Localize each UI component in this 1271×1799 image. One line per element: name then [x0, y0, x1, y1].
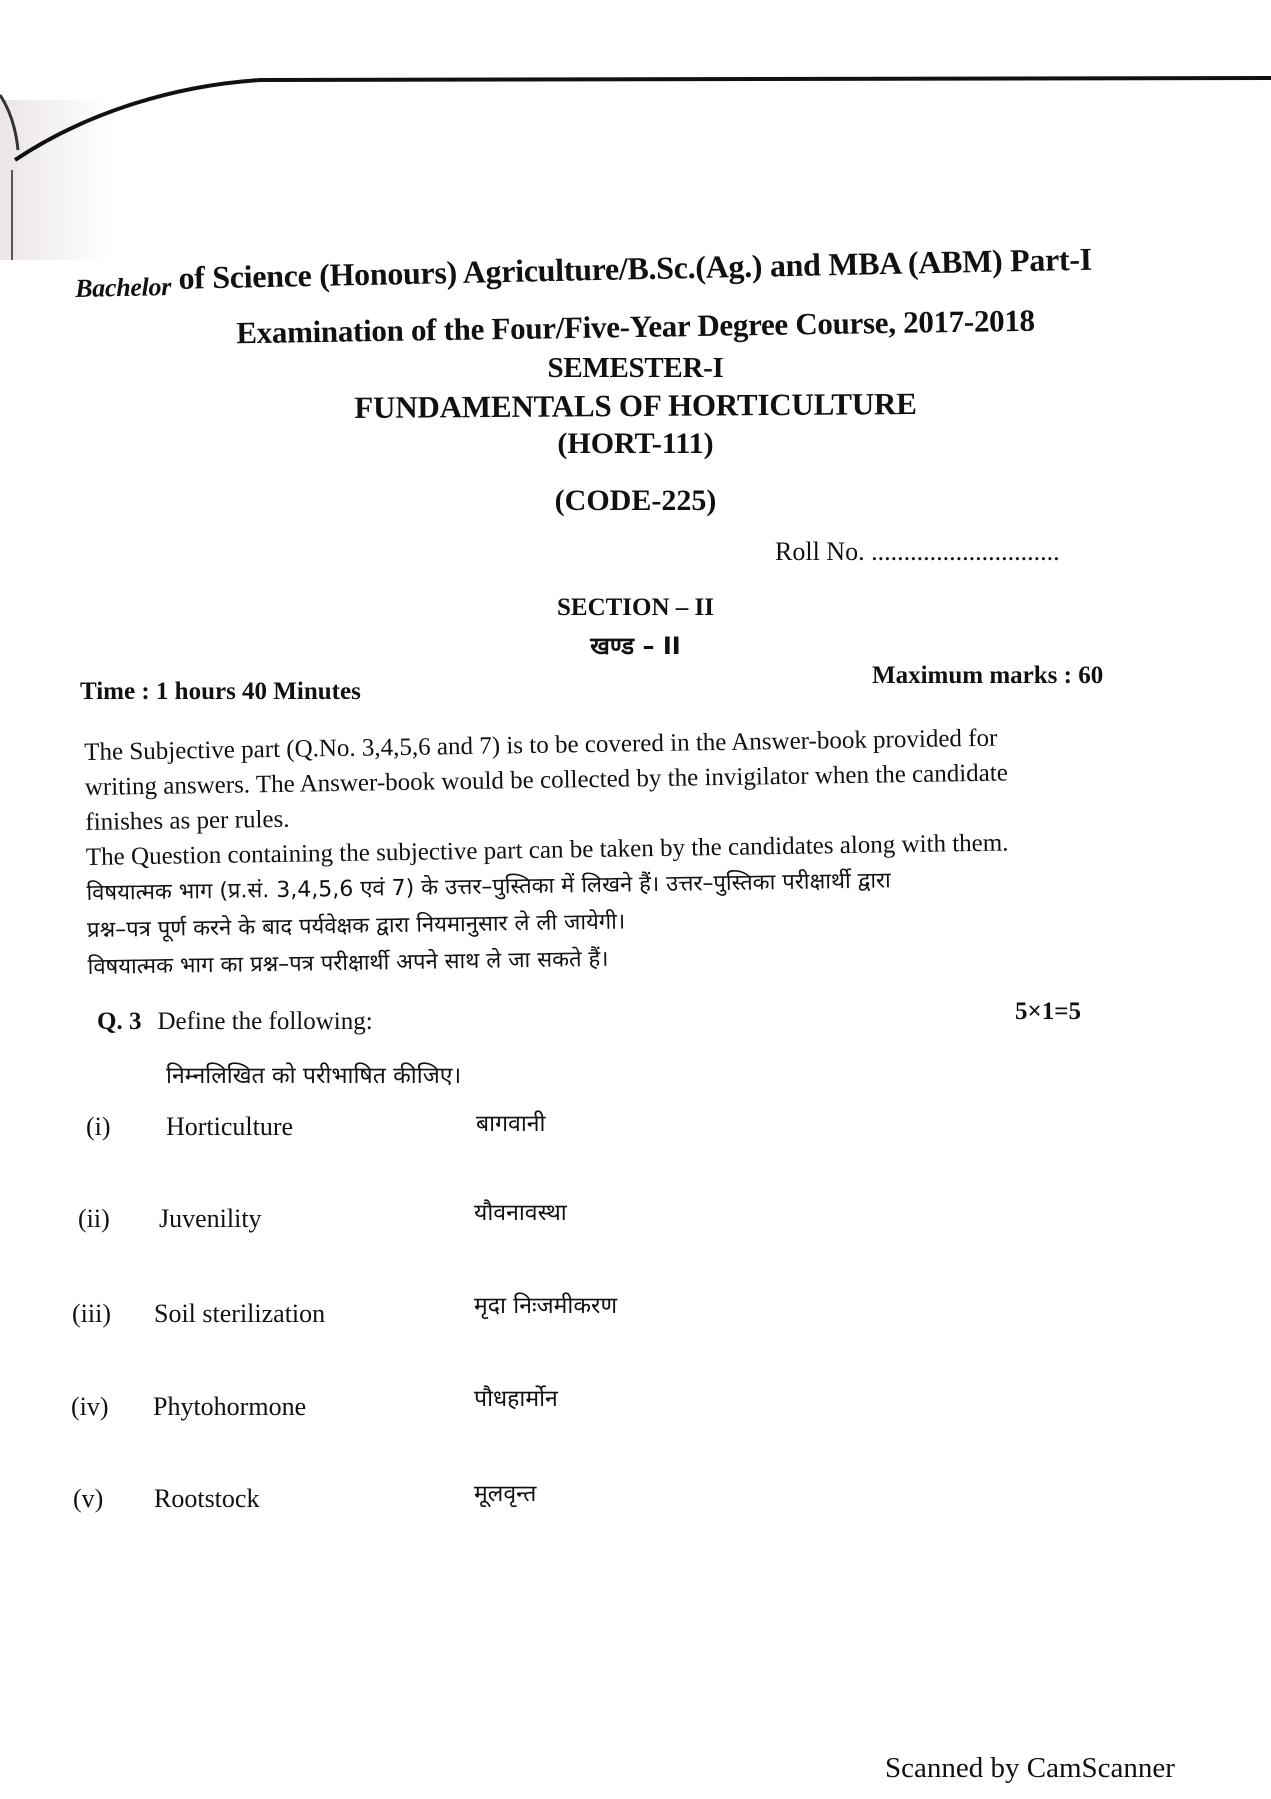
exam-time: Time : 1 hours 40 Minutes: [80, 678, 361, 705]
item-term: Horticulture: [166, 1112, 294, 1141]
subject-heading: FUNDAMENTALS OF HORTICULTURE: [354, 386, 917, 425]
item-term-hindi: यौवनावस्था: [474, 1200, 567, 1226]
instruction-line-hindi: प्रश्न–पत्र पूर्ण करने के बाद पर्यवेक्षक द्वारा नियमानुसार ले ली जायेगी।: [86, 909, 626, 943]
instructions: [84, 718, 1188, 986]
question-header: [97, 1008, 373, 1036]
instruction-line-hindi: विषयात्मक भाग का प्रश्न–पत्र परीक्षार्थी अपने साथ ले जा सकते हैं।: [87, 946, 609, 980]
paper-code: (CODE-225): [554, 484, 717, 517]
question-prompt-hindi: निम्नलिखित को परीभाषित कीजिए।: [166, 1063, 462, 1089]
course-code: (HORT-111): [557, 427, 714, 460]
roll-no-field: Roll No. .............................: [775, 537, 1060, 566]
scan-shadow: [0, 100, 110, 260]
instruction-line: The Question containing the subjective part can be taken by the candidates along with them.: [85, 829, 1009, 871]
section-heading-hindi: खण्ड – II: [590, 632, 681, 660]
item-number: (v): [73, 1484, 104, 1513]
item-term: Soil sterilization: [154, 1299, 326, 1328]
item-number: (iii): [72, 1299, 111, 1328]
exam-title-line-1: [74, 240, 1093, 303]
instruction-line: The Subjective part (Q.No. 3,4,5,6 and 7) is to be covered in the Answer-book provided for: [84, 724, 998, 766]
exam-title-line-2: Examination of the Four/Five-Year Degree Course, 2017-2018: [236, 302, 1035, 351]
instruction-line-hindi: विषयात्मक भाग (प्र.सं. 3,4,5,6 एवं 7) के उत्तर–पुस्तिका में लिखने हैं। उत्तर–पुस्तिका परीक्षार्थी द्वारा: [86, 868, 891, 906]
max-marks: Maximum marks : 60: [872, 662, 1104, 689]
instruction-line: finishes as per rules.: [85, 805, 290, 836]
item-term-hindi: पौधहार्मोन: [474, 1386, 558, 1412]
item-term: Phytohormone: [153, 1392, 307, 1421]
question-marks: 5×1=5: [1015, 998, 1081, 1025]
item-term: Rootstock: [154, 1484, 260, 1513]
item-term: Juvenility: [159, 1204, 262, 1233]
instruction-line: writing answers. The Answer-book would be collected by the invigilator when the candidate: [84, 759, 1009, 801]
item-term-hindi: बागवानी: [476, 1111, 546, 1137]
item-number: (ii): [78, 1204, 110, 1233]
semester-heading: SEMESTER-I: [547, 352, 724, 384]
item-number: (iv): [71, 1392, 109, 1421]
item-term-hindi: मूलवृन्त: [474, 1481, 537, 1507]
question-number: Q. 3: [97, 1008, 142, 1035]
question-prompt: Define the following:: [157, 1008, 373, 1035]
scanner-watermark: Scanned by CamScanner: [885, 1752, 1175, 1784]
item-term-hindi: मृदा निःजमीकरण: [474, 1293, 618, 1319]
item-number: (i): [86, 1112, 111, 1141]
title-line-1-rest: of Science (Honours) Agriculture/B.Sc.(Ag.) and MBA (ABM) Part-I: [170, 240, 1093, 296]
title-first-word: Bachelor: [74, 271, 172, 303]
section-heading: SECTION – II: [557, 594, 714, 621]
